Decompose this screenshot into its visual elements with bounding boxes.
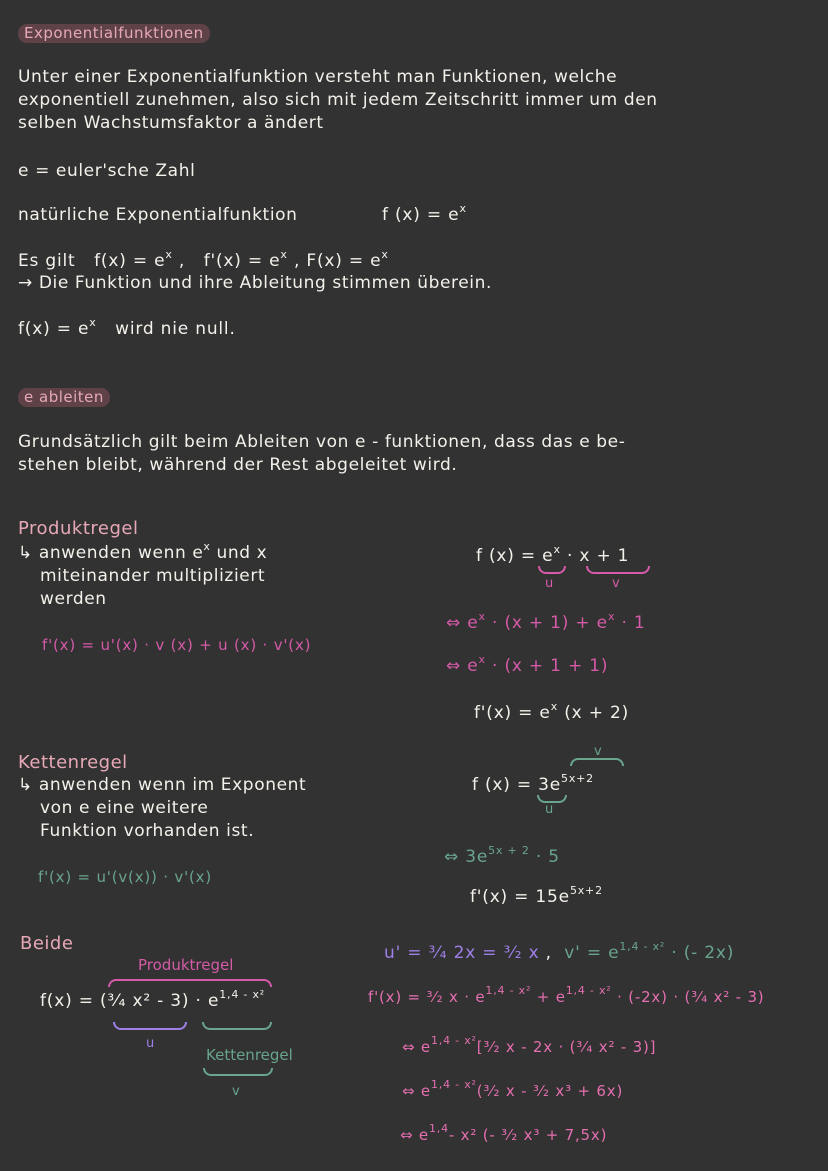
beide-step-3: ⇔ $e^{1,4}-$ x² (- ³⁄₂ x³ + 7,5x) bbox=[400, 1122, 608, 1144]
euler-definition: e = euler'sche Zahl bbox=[18, 161, 196, 181]
kettenregel-brace-icon bbox=[203, 1068, 273, 1076]
kettenregel-label: Kettenregel bbox=[206, 1046, 293, 1064]
kettenregel-step-1: ⇔ $3e^{5x + 2} \cdot 5$ bbox=[444, 844, 560, 867]
v-brace-icon bbox=[202, 1022, 272, 1030]
beide-step-1: ⇔ $e^{1,4 - x^2}[^3⁄_2$ x - 2x · (³⁄₄ x² - 3)] bbox=[402, 1034, 657, 1056]
u-label: u bbox=[545, 802, 554, 817]
produktregel-label: Produktregel bbox=[138, 956, 234, 974]
produktregel-heading: Produktregel bbox=[18, 518, 139, 539]
section-heading-e-ableiten: e ableiten bbox=[18, 388, 110, 407]
kettenregel-result: $f'(x) = 15e^{5x+2}$ bbox=[470, 884, 603, 907]
kettenregel-rule: f'(x) = u'(v(x)) · v'(x) bbox=[38, 868, 212, 886]
u-brace-icon bbox=[113, 1022, 187, 1030]
v-label: v bbox=[612, 576, 620, 591]
produktregel-result: $f'(x) = e^x$ (x + 2) bbox=[474, 700, 630, 723]
derivatives-line: u' = ³⁄₄ 2x = ³⁄₂ x , $v' = e^{1,4 - x^2}$ · (- 2x) bbox=[384, 940, 735, 963]
section-heading-exponentialfunktionen: Exponentialfunktionen bbox=[18, 24, 210, 43]
produktregel-rule: f'(x) = u'(x) · v (x) + u (x) · v'(x) bbox=[42, 636, 312, 654]
kettenregel-description: ↳ anwenden wenn im Exponent von e eine weitere Funktion vorhanden ist. bbox=[18, 775, 307, 841]
kettenregel-heading: Kettenregel bbox=[18, 752, 128, 773]
u-label: u bbox=[146, 1036, 155, 1051]
intro-line: exponentiell zunehmen, also sich mit jedem Zeitschritt immer um den bbox=[18, 90, 658, 110]
produktregel-step-1: ⇔ $e^x \cdot (x + 1) + e^x \cdot 1$ bbox=[446, 610, 646, 633]
v-label: v bbox=[232, 1084, 240, 1099]
beide-heading: Beide bbox=[20, 933, 74, 954]
never-zero-line: $f(x) = e^x$ wird nie null. bbox=[18, 316, 236, 339]
natural-exp-label: natürliche Exponentialfunktion bbox=[18, 205, 298, 225]
ableiten-line: Grundsätzlich gilt beim Ableiten von e - funktionen, dass das e be- bbox=[18, 432, 626, 452]
conclusion-line: → Die Funktion und ihre Ableitung stimmen überein. bbox=[18, 273, 492, 293]
intro-line: selben Wachstumsfaktor a ändert bbox=[18, 113, 324, 133]
natural-exp-formula: f $(x) = e^x$ bbox=[382, 202, 467, 225]
beide-fprime: f'(x) = ³⁄₂ $x \cdot e^{1,4 - x^2} + e^{1,4 - x^2} \cdot (-2x)$ · (³⁄₄ x² - 3) bbox=[368, 984, 765, 1006]
produktregel-description: ↳ anwenden wenn $e^x$ und x miteinander multipliziert werden bbox=[18, 540, 268, 609]
produktregel-brace-icon bbox=[108, 979, 272, 987]
ableiten-line: stehen bleibt, während der Rest abgeleitet wird. bbox=[18, 455, 458, 475]
ableiten-paragraph bbox=[18, 431, 625, 477]
produktregel-example-function: f $(x) = e^x \cdot x + 1$ bbox=[476, 543, 630, 566]
v-label: v bbox=[594, 744, 602, 759]
v-brace-icon bbox=[586, 566, 650, 574]
produktregel-step-2: ⇔ $e^x \cdot (x + 1 + 1)$ bbox=[446, 653, 609, 676]
intro-paragraph bbox=[18, 66, 658, 135]
u-brace-icon bbox=[538, 566, 566, 574]
beide-function: f(x) = (³⁄₄ $x^2 - 3) \cdot e^{1,4 - x^2}$ bbox=[40, 988, 266, 1011]
es-gilt-line: Es gilt $f(x) = e^x$ , $f'(x) = e^x$ , $F(x) = e^x$ bbox=[18, 248, 389, 271]
v-brace-icon bbox=[570, 758, 624, 766]
beide-step-2: ⇔ $e^{1,4 - x^2}(^3⁄_2$ x - ³⁄₂ x³ + 6x) bbox=[402, 1078, 624, 1100]
u-label: u bbox=[545, 576, 554, 591]
intro-line: Unter einer Exponentialfunktion versteht man Funktionen, welche bbox=[18, 67, 618, 87]
kettenregel-example-function: f $(x) = 3e^{5x+2}$ bbox=[472, 772, 594, 795]
